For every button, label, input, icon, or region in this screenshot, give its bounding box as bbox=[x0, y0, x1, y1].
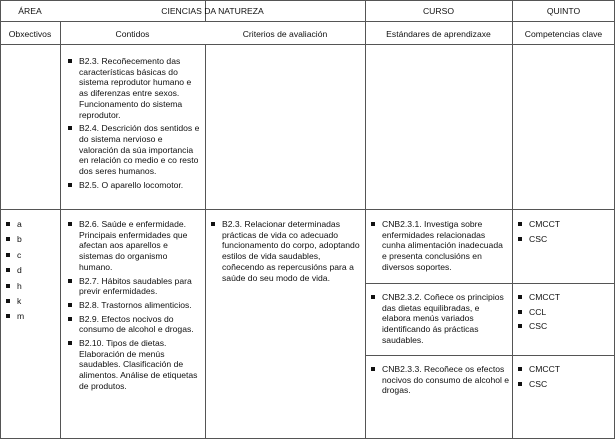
standards-list bbox=[370, 292, 510, 346]
standards-list bbox=[370, 364, 510, 396]
column-header-criteria: Criterios de avaliación bbox=[242, 29, 328, 39]
area-value: CIENCIAS DA NATUREZA bbox=[161, 6, 264, 16]
list-item: CSC bbox=[517, 379, 612, 390]
area-label: ÁREA bbox=[18, 6, 42, 16]
list-item: c bbox=[5, 250, 57, 261]
course-value: QUINTO bbox=[546, 6, 581, 16]
list-item: B2.5. O aparello locomotor. bbox=[67, 180, 200, 191]
list-item: CMCCT bbox=[517, 292, 612, 303]
standard-cell-2 bbox=[370, 292, 510, 349]
list-item: h bbox=[5, 281, 57, 292]
list-item: CMCCT bbox=[517, 364, 612, 375]
competences-list bbox=[517, 364, 612, 389]
list-item: b bbox=[5, 234, 57, 245]
column-header-standards: Estándares de aprendizaxe bbox=[386, 29, 491, 39]
column-header-objectives: Obxectivos bbox=[8, 29, 52, 39]
list-item: a bbox=[5, 219, 57, 230]
standard-cell-1 bbox=[370, 219, 510, 276]
row1-contents-list bbox=[67, 56, 200, 190]
row2-objectives-cell bbox=[5, 219, 57, 327]
standards-list bbox=[370, 219, 510, 273]
list-item: CSC bbox=[517, 321, 612, 332]
list-item: B2.8. Trastornos alimenticios. bbox=[67, 300, 202, 311]
competences-list bbox=[517, 219, 612, 244]
list-item: CNB2.3.1. Investiga sobre enfermidades relacionadas cunha alimentación inadecuada e presenta conclusións en diversos soportes. bbox=[370, 219, 510, 273]
row2-contents-cell bbox=[67, 219, 202, 395]
competences-list bbox=[517, 292, 612, 332]
row2-criteria-cell bbox=[210, 219, 362, 286]
list-item: B2.4. Descrición dos sentidos e do sistema nervioso e valoración da súa importancia en relación co medio e co resto dos seres humanos. bbox=[67, 123, 200, 177]
course-label: CURSO bbox=[422, 6, 455, 16]
competence-cell-3 bbox=[517, 364, 612, 393]
list-item: B2.3. Relacionar determinadas prácticas de vida co adecuado funcionamento do corpo, adoptando estilos de vida saudables, coñecendo as repercusións para a saúde do seu modo de vida. bbox=[210, 219, 362, 283]
column-header-competences: Competencias clave bbox=[524, 29, 603, 39]
list-item: B2.9. Efectos nocivos do consumo de alcohol e drogas. bbox=[67, 314, 202, 335]
list-item: CMCCT bbox=[517, 219, 612, 230]
list-item: k bbox=[5, 296, 57, 307]
list-item: B2.7. Hábitos saudables para previr enfermidades. bbox=[67, 276, 202, 297]
objectives-list bbox=[5, 219, 57, 322]
list-item: B2.10. Tipos de dietas. Elaboración de menús saudables. Clasificación de alimentos. Análise de etiquetas de produtos. bbox=[67, 338, 202, 392]
criteria-list bbox=[210, 219, 362, 283]
list-item: CSC bbox=[517, 234, 612, 245]
list-item: CNB2.3.2. Coñece os principios das dietas equilibradas, e elabora menús variados identificando ás prácticas saudables. bbox=[370, 292, 510, 346]
list-item: B2.3. Recoñecemento das características básicas do sistema reprodutor humano e as diferenzas entre sexos. Funcionamento do sistema reprodutor. bbox=[67, 56, 200, 120]
list-item: m bbox=[5, 311, 57, 322]
row1-contents-cell bbox=[67, 56, 200, 193]
list-item: B2.6. Saúde e enfermidade. Principais enfermidades que afectan aos aparellos e sistemas do organismo humano. bbox=[67, 219, 202, 273]
column-header-contents: Contidos bbox=[115, 29, 150, 39]
list-item: CCL bbox=[517, 307, 612, 318]
competence-cell-1 bbox=[517, 219, 612, 248]
standard-cell-3 bbox=[370, 364, 510, 399]
list-item: d bbox=[5, 265, 57, 276]
row2-contents-list bbox=[67, 219, 202, 392]
competence-cell-2 bbox=[517, 292, 612, 336]
list-item: CNB2.3.3. Recoñece os efectos nocivos do consumo de alcohol e drogas. bbox=[370, 364, 510, 396]
